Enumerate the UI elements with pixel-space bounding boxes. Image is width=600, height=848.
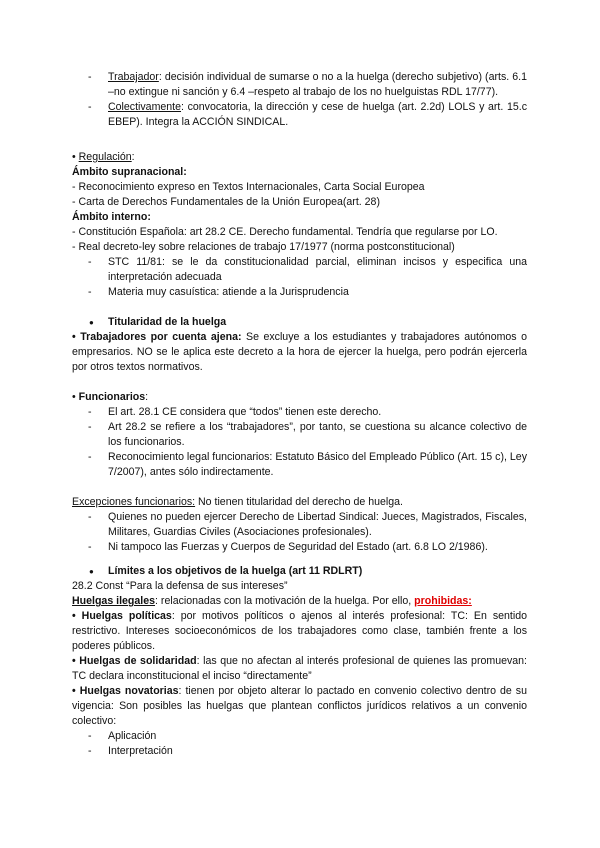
list-item: - Materia muy casuística: atiende a la Jurisprudencia: [72, 285, 527, 300]
limites-section: [72, 564, 527, 759]
regulacion-heading: • Regulación:: [72, 151, 135, 163]
funcionarios-list: [72, 405, 527, 480]
list-item: - Carta de Derechos Fundamentales de la Unión Europea(art. 28): [72, 196, 380, 208]
list-item: - Ni tampoco las Fuerzas y Cuerpos de Seguridad del Estado (art. 6.8 LO 2/1986).: [72, 540, 527, 555]
solidaridad-paragraph: • Huelgas de solidaridad: las que no afectan al interés profesional de quienes las promuevan: TC declara inconstitucional el inciso “directamente”: [72, 655, 528, 682]
list-item: - STC 11/81: se le da constitucionalidad parcial, eliminan incisos y especifica una interpretación adecuada: [72, 255, 527, 285]
excepciones-paragraph: Excepciones funcionarios: No tienen titularidad del derecho de huelga.: [72, 496, 403, 508]
regulacion-section: [72, 150, 527, 300]
interno-sublist: [72, 255, 527, 300]
novatorias-list: [72, 729, 527, 759]
term-colectivamente: Colectivamente: [108, 101, 182, 113]
list-item: - Colectivamente: convocatoria, la dirección y cese de huelga (art. 2.2d) LOLS y art. 15.c EBEP). Integra la ACCIÓN SINDICAL.: [72, 100, 527, 130]
top-list: [72, 70, 527, 130]
prohibidas-label: prohibidas:: [414, 595, 472, 607]
list-item: - Reconocimiento expreso en Textos Internacionales, Carta Social Europea: [72, 181, 425, 193]
list-item: - Real decreto-ley sobre relaciones de trabajo 17/1977 (norma postconstitucional): [72, 241, 455, 253]
term-trabajador: Trabajador: [108, 71, 159, 83]
novatorias-paragraph: • Huelgas novatorias: tienen por objeto alterar lo pactado en convenio colectivo dentro de su vigencia: Son posibles las huelgas que plantean conflictos jurídicos relativos a un convenio colectivo:: [72, 685, 527, 727]
list-item: - El art. 28.1 CE considera que “todos” tienen este derecho.: [72, 405, 527, 420]
cuenta-ajena-paragraph: • Trabajadores por cuenta ajena: Se excluye a los estudiantes y trabajadores autónomos o empresarios. NO se le aplica este decreto a la hora de ejercer la huelga, pero podrán ejercerla por otros textos normativos.: [72, 331, 527, 373]
funcionarios-heading: • Funcionarios:: [72, 391, 149, 403]
list-item: - Aplicación: [72, 729, 527, 744]
supranacional-title: Ámbito supranacional:: [72, 166, 187, 178]
list-item: - Quienes no pueden ejercer Derecho de Libertad Sindical: Jueces, Magistrados, Fiscales, Militares, Guardias Civiles (Asociaciones profesionales).: [72, 510, 527, 540]
list-item: - Interpretación: [72, 744, 527, 759]
interno-title: Ámbito interno:: [72, 211, 151, 223]
document-page: [72, 70, 527, 759]
list-item: - Constitución Española: art 28.2 CE. Derecho fundamental. Tendría que regularse por LO.: [72, 226, 498, 238]
excepciones-list: [72, 510, 527, 555]
list-item: - Art 28.2 se refiere a los “trabajadores”, por tanto, se cuestiona su alcance colectivo de los funcionarios.: [72, 420, 527, 450]
ilegales-paragraph: Huelgas ilegales: relacionadas con la motivación de la huelga. Por ello, prohibidas:: [72, 595, 472, 607]
list-item: - Trabajador: decisión individual de sumarse o no a la huelga (derecho subjetivo) (arts. 6.1 –no extingue ni sanción y 6.4 –respeto al trabajo de los no huelguistas RDL 17/77).: [72, 70, 527, 100]
titularidad-section: [72, 315, 527, 555]
titularidad-heading: ● Titularidad de la huelga: [72, 315, 527, 330]
list-item: - Reconocimiento legal funcionarios: Estatuto Básico del Empleado Público (Art. 15 c), Ley 7/2007), antes sólo indirectamente.: [72, 450, 527, 480]
limites-heading: ● Límites a los objetivos de la huelga (art 11 RDLRT): [72, 564, 527, 579]
const-line: 28.2 Const “Para la defensa de sus intereses”: [72, 580, 288, 592]
politicas-paragraph: • Huelgas políticas: por motivos políticos o ajenos al interés profesional: TC: En sentido restrictivo. Intereses socioeconómicos de los trabajadores como clase, también frente a los poderes públicos.: [72, 610, 527, 652]
